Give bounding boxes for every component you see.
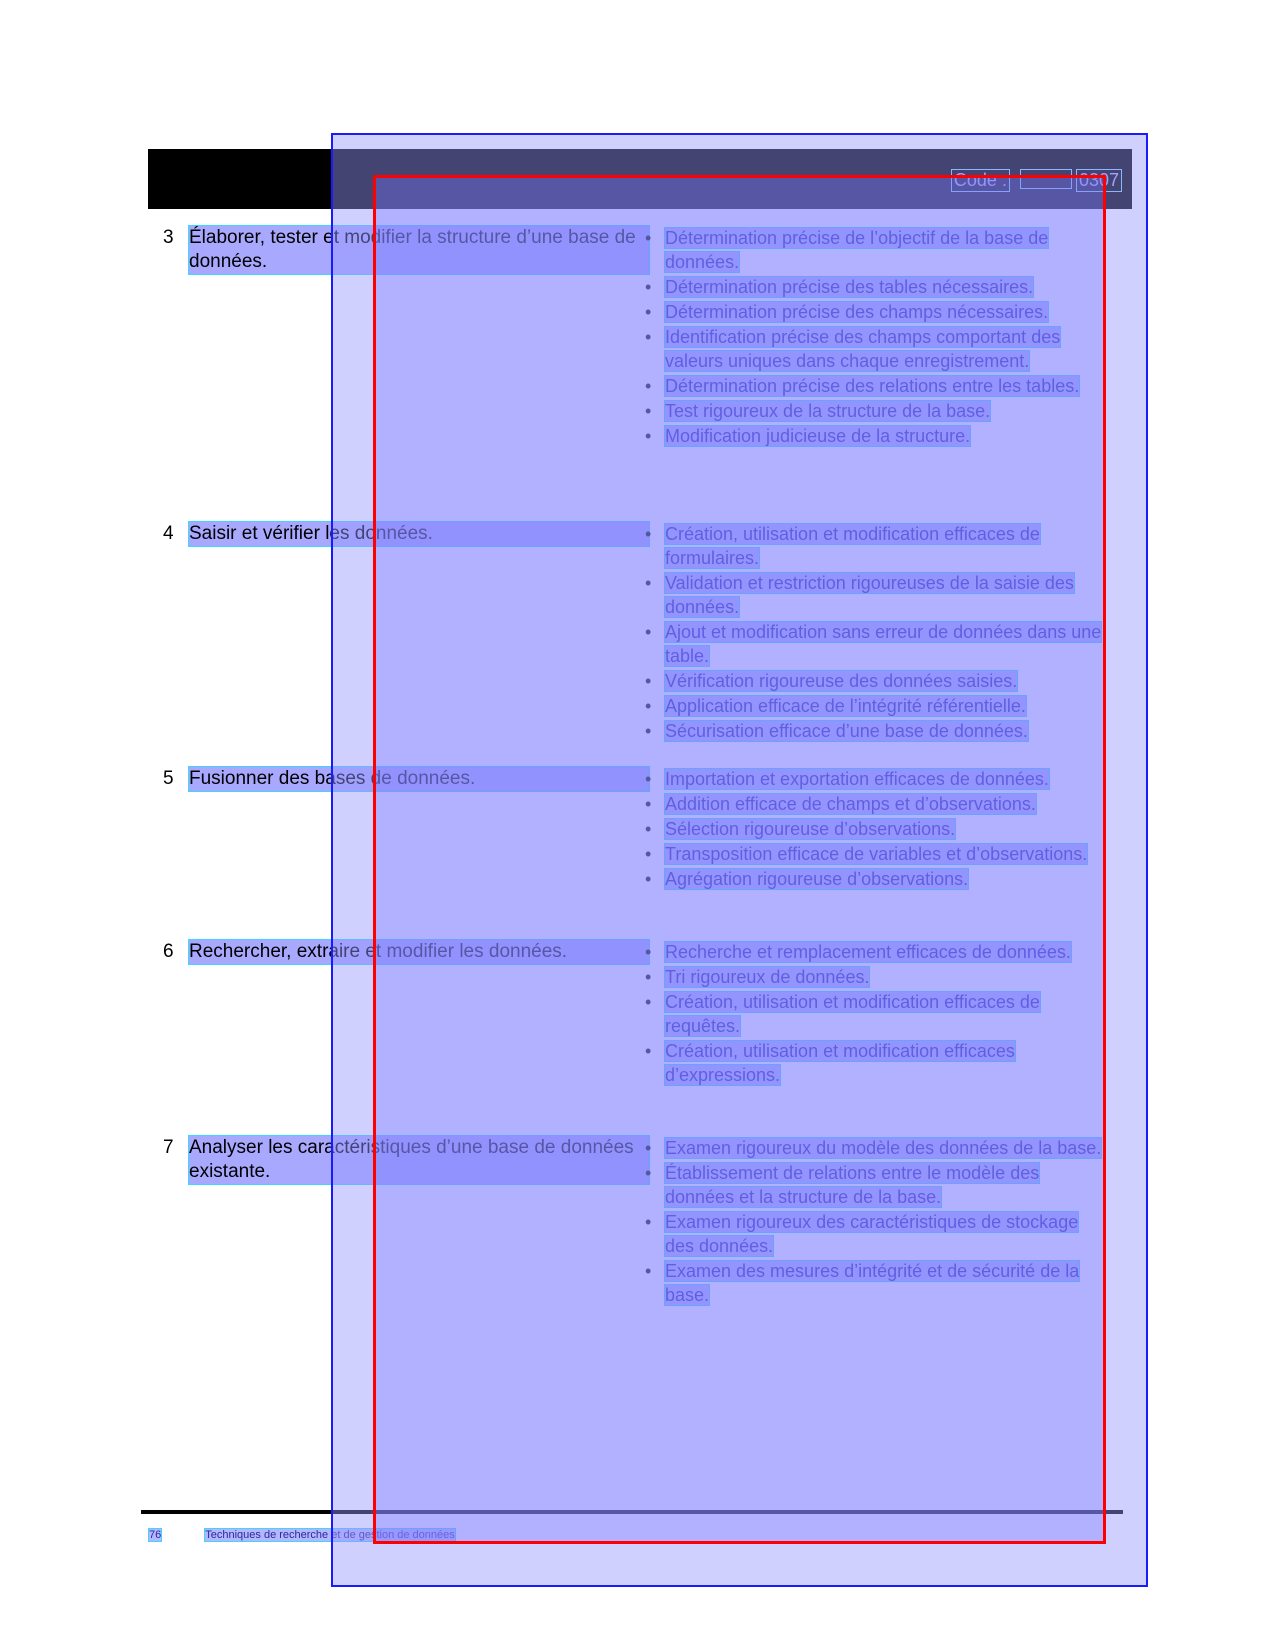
criterion: • Examen rigoureux des caractéristiques de stockage des données. (643, 1210, 1103, 1258)
criterion: • Transposition efficace de variables et d’observations. (643, 842, 1103, 866)
criterion: • Création, utilisation et modification efficaces de formulaires. (643, 522, 1103, 570)
criterion: • Tri rigoureux de données. (643, 965, 1103, 989)
section-number: 3 (163, 227, 174, 248)
criterion: • Création, utilisation et modification efficaces d’expressions. (643, 1039, 1103, 1087)
competence-text: Saisir et vérifier les données. (189, 522, 649, 546)
criterion: • Recherche et remplacement efficaces de données. (643, 940, 1103, 964)
competence-text: Élaborer, tester et modifier la structure d’une base de données. (189, 226, 649, 274)
criterion: • Addition efficace de champs et d’observations. (643, 792, 1103, 816)
criterion: • Examen rigoureux du modèle des données de la base. (643, 1136, 1103, 1160)
section-number: 6 (163, 941, 174, 962)
page-number: 76 (149, 1529, 162, 1541)
section-number: 5 (163, 768, 174, 789)
criterion: • Ajout et modification sans erreur de données dans une table. (643, 620, 1103, 668)
section-number: 4 (163, 523, 174, 544)
criterion: • Établissement de relations entre le modèle des données et la structure de la base. (643, 1161, 1103, 1209)
criterion: • Détermination précise des tables nécessaires. (643, 275, 1103, 299)
criterion: • Agrégation rigoureuse d’observations. (643, 867, 1103, 891)
criterion: • Détermination précise de l’objectif de la base de données. (643, 226, 1103, 274)
layout-region-inner (373, 175, 1106, 1544)
criterion: • Création, utilisation et modification efficaces de requêtes. (643, 990, 1103, 1038)
code-value: 0307 (1076, 169, 1122, 192)
footer-title: Techniques de recherche et de gestion de données (205, 1529, 455, 1541)
criterion: • Sélection rigoureuse d’observations. (643, 817, 1103, 841)
criterion: • Importation et exportation efficaces de données. (643, 767, 1103, 791)
criterion: • Examen des mesures d’intégrité et de sécurité de la base. (643, 1259, 1103, 1307)
criterion: • Test rigoureux de la structure de la base. (643, 399, 1103, 423)
criterion: • Application efficace de l’intégrité référentielle. (643, 694, 1103, 718)
criterion: • Identification précise des champs comportant des valeurs uniques dans chaque enregistrement. (643, 325, 1103, 373)
criterion: • Détermination précise des champs nécessaires. (643, 300, 1103, 324)
criterion: • Modification judicieuse de la structure. (643, 424, 1103, 448)
criterion: • Sécurisation efficace d’une base de données. (643, 719, 1103, 743)
section-number: 7 (163, 1137, 174, 1158)
competence-text: Rechercher, extraire et modifier les données. (189, 940, 649, 964)
criterion: • Vérification rigoureuse des données saisies. (643, 669, 1103, 693)
criterion: • Détermination précise des relations entre les tables. (643, 374, 1103, 398)
criterion: • Validation et restriction rigoureuses de la saisie des données. (643, 571, 1103, 619)
competence-text: Analyser les caractéristiques d’une base de données existante. (189, 1136, 649, 1184)
competence-text: Fusionner des bases de données. (189, 767, 649, 791)
code-label: Code : (951, 169, 1010, 192)
